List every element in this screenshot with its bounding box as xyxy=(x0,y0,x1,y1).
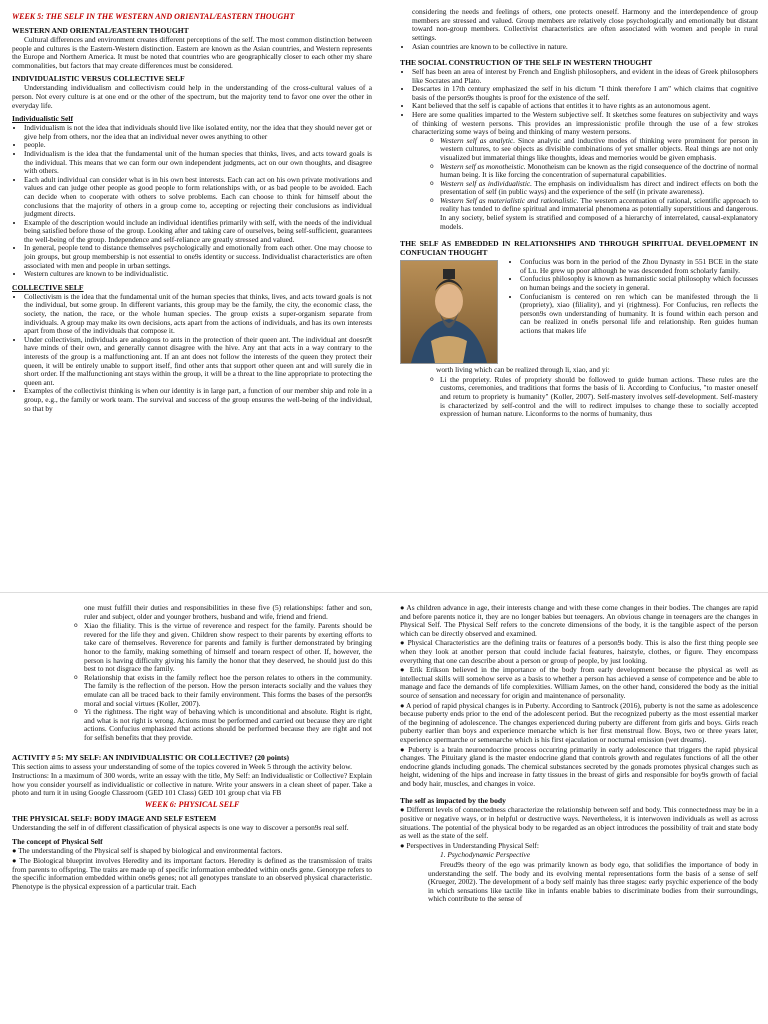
sublist-item: o Li the propriety. Rules of propriety should be followed to guide human actions. These rules are the customs, ceremonies, and traditions that forms the basis of li. According to Confucius, "to master oneself and return to propriety is humanity" (Koller, 2007). Self-mastery involves self-development. Self-mastery is characterized by self-control and the will to redirect impulses to change these to socially accepted expression of human nature. Liconforms to the norms of humanity, thus xyxy=(440,376,758,419)
bullet-icon: ● xyxy=(400,603,405,612)
list-item: • Asian countries are known to be collective in nature. xyxy=(412,43,758,52)
asian-list xyxy=(400,43,758,52)
term: Western self as individualistic. xyxy=(440,178,533,188)
concept-text: The Biological blueprint involves Heredity and its important factors. Heredity is defined as the transmission of traits from parents to offspring. The traits are made up of specific information embedded within one9s gene. Genotype refers to the specific information embedded within one9s genes; not all genotypes translate to an observed physical characteristic. Phenotype is the physical expression of a particular trait. Each xyxy=(12,856,372,891)
list-item: • Here are some qualities imparted to the Western subjective self. It sketches some features on subjectivity and ways of thinking of western persons. This provides an impressionistic profile through the use of a few strokes characterizing some ways of being and thinking of many western persons. xyxy=(412,111,758,137)
heading-confucian: THE SELF AS EMBEDDED IN RELATIONSHIPS AND THROUGH SPIRITUAL DEVELOPMENT IN CONFUCIAN THOUGHT xyxy=(400,239,758,258)
list-item: • Descartes in 17th century emphasized the self in his dictum "I think therefore I am" which claims that cognitive basis of the person9s thoughts is proof for the existence of the self. xyxy=(412,85,758,102)
list-item: • Example of the description would include an individual identifies primarily with self, with the needs of the individual being satisfied before those of the group. Looking after and taking care of ourselves, being self-sufficient, guarantees the well-being of the group. Independence and self-reliance are greatly stressed and valued. xyxy=(24,219,372,245)
para-impact-1 xyxy=(400,806,758,840)
li-sublist xyxy=(400,376,758,419)
heading-indiv-vs-coll: INDIVIDUALISTIC VERSUS COLLECTIVE SELF xyxy=(12,74,185,84)
para-indiv-vs-coll: Understanding individualism and collectivism could help in the understanding of the cross-cultural values of a person. Not every culture is at one end or the other of the spectrum, but the majority tend to favor one over the other in everyday life. xyxy=(12,83,372,110)
heading-individualistic-self: Individualistic Self xyxy=(12,114,73,124)
psychodynamic-heading: 1. Psychodynamic Perspective xyxy=(440,850,531,860)
para-text: A period of rapid physical changes is in Puberty. According to Santrock (2016), puberty is not the same as adolescence because puberty ends prior to the end of the adolescent period. But the recognized puberty as the most essential marker of the beginning of adolescence. The changes experienced during puberty are different from girls and boys. Girls reach puberty earlier than boys and experience menarche which is her first menstrual flow. Boys, two or three years later, experience spermarche or semenarche which is his first ejaculation or nocturnal emission (wet dreams). xyxy=(400,700,758,744)
social-list xyxy=(400,68,758,137)
heading-concept-physical-self: The concept of Physical Self xyxy=(12,837,103,847)
individualistic-list xyxy=(12,124,372,279)
collective-list xyxy=(12,293,372,413)
bullet-icon: ● xyxy=(400,805,405,815)
concept-text: The understanding of the Physical self is shaped by biological and environmental factors. xyxy=(18,846,283,856)
bullet-icon: ● xyxy=(400,744,406,754)
list-item: • Kant believed that the self is capable of actions that entitles it to have rights as an autonomous agent. xyxy=(412,102,758,111)
para-west-east: Cultural differences and environment creates different perceptions of the self. The most common distinction between people and cultures is the Eastern-Western distinction. Eastern are known as the Asian countries, and Western represents the Europe and Northern America. It must be noted that countries who are geographically closer to each other my share commonalities, but factors that may create differences must be considered. xyxy=(12,35,372,70)
western-self-sublist xyxy=(400,137,758,232)
heading-collective-self: COLLECTIVE SELF xyxy=(12,282,84,292)
activity-intro: This section aims to assess your understanding of some of the topics covered in Week 5 through the activity below. xyxy=(12,761,352,771)
term-text: Since analytic and inductive modes of thinking were prominent for person in western cultures, to see objects as divisible combinations of yet smaller objects. Real things are not only visualized but immaterial things like thoughts, ideas and memories would be given emphasis. xyxy=(440,135,758,162)
para-physical-1 xyxy=(400,604,758,638)
list-item: • Confucianism is centered on ren which can be manifested through the li (propriety), xiao (filiality), and yi (rightness). For Confucius, ren reflects the person9s own understanding of humanity. It is found within each person and can be realized in one9s personal life and relationship. Ren guides human actions that makes life xyxy=(520,293,758,336)
list-item: • In general, people tend to distance themselves psychologically and emotionally from each other. One may choose to join groups, but group membership is not essential to one9s identity or success. Individualist characteristics are often associated with men and people in urban settings. xyxy=(24,244,372,270)
para-psychodynamic: Freud9s theory of the ego was primarily known as body ego, that solidifies the importance of body in understanding the self. The body and its evolving mental representations form the basis of a sense of self (Krueger, 2002). The development of a body self mainly has three stages: early psychic experience of the body in which sensations like tactile like in infants enable babies to discriminate bodies from their surroundings, which contribute to the sense of xyxy=(428,860,758,904)
column-top-right xyxy=(400,8,758,419)
sublist-item: o Xiao the filiality. This is the virtue of reverence and respect for the family. Parents should be revered for the life they and given. Children show respect to their parents by exerting efforts to take care of themselves. Reverence for parents and family is further demonstrated by bringing honor to the family, making something of himself and toearn respect of other. If, however, the person is having difficulty giving his family the honor that they deserved, he should just do this best to not disgrace the family. xyxy=(84,622,372,674)
page-divider xyxy=(0,592,768,593)
para-physical-2 xyxy=(400,639,758,665)
para-impact-2 xyxy=(400,842,758,851)
term-text: The western accentuation of rational, scientific approach to reality has tended to define spiritual and immaterial phenomena as potentially superstitious and dangerous. In any society, belief system is stratified and composed of a hierarchy of interrelated, causal-explanatory models. xyxy=(440,195,758,231)
column-bottom-right xyxy=(400,604,758,905)
week5-title: WEEK 5: THE SELF IN THE WESTERN AND ORIENTAL/EASTERN THOUGHT xyxy=(12,12,295,21)
list-item: • people. xyxy=(24,141,372,150)
sublist-item: o Yi the rightness. The right way of behaving which is unconditional and absolute. Right is right, and what is not right is wrong. Actions must be performed and carried out because they are right actions. Confucius emphasized that actions should be performed because they are right and not for selfish benefits that they provide. xyxy=(84,708,372,742)
list-item: • Each adult individual can consider what is in his own best interests. Each can act on his own private motivations and values and can judge other people as good people to form relationships with, or as bad people to be avoided. Each can decide when to cooperate with others to solve problems. Each can choose to think for himself about the conclusions that the majority of others in a group come to, accepting or rejecting their conclusions as individual judgment directs. xyxy=(24,176,372,219)
heading-social-construction: THE SOCIAL CONSTRUCTION OF THE SELF IN WESTERN THOUGHT xyxy=(400,57,653,67)
bullet-icon: ● xyxy=(12,846,17,856)
activity-title: ACTIVITY # 5: MY SELF: AN INDIVIDUALISTIC OR COLLECTIVE? (20 points) xyxy=(12,752,290,762)
list-item: • Under collectivism, individuals are analogous to ants in the protection of their queen ant. The individual ant doesn9t have minds of their own, and generally cannot disagree with the hive. Any ant that acts in a way contrary to the interests of the group is a malfunctioning ant. If an ant does not follow the interests of the queen they protect their queen, it will be entirely unable to support itself, find other ants that support other queen ant and will surely die in short order. If the malfunctioning ant stays within the group, it will be a threat to the line appropriate to protecting the queen ant. xyxy=(24,336,372,388)
sublist-item xyxy=(440,163,758,180)
para-physical-5 xyxy=(400,746,758,789)
term: Western Self as materialistic and rationalistic. xyxy=(440,195,579,205)
heading-west-east: WESTERN AND ORIENTAL/EASTERN THOUGHT xyxy=(12,26,189,35)
heading-physical-self: THE PHYSICAL SELF: BODY IMAGE AND SELF ESTEEM xyxy=(12,813,217,823)
week6-title: WEEK 6: PHYSICAL SELF xyxy=(144,799,240,809)
column-bottom-left xyxy=(12,604,372,892)
sublist-item: o Relationship that exists in the family reflect hoe the person relates to others in the community. The family is the reflection of the person. How the person interacts socially and the values they emulate can all be traced back to their family environment. This forms the bases of the person9s moral and social virtues (Koller, 2007). xyxy=(84,674,372,708)
column-top-left xyxy=(12,12,372,413)
term-text: The emphasis on individualism has direct and indirect effects on both the presentation of self (in public ways) and the experience of the self (in private awareness). xyxy=(440,178,758,197)
list-item: • Individualism is not the idea that individuals should live like isolated entity, nor the idea that they should never get or give help from others, nor the idea that an individual never owes anything to other xyxy=(24,124,372,141)
bullet-icon: ● xyxy=(400,665,407,675)
list-item: • Examples of the collectivist thinking is when our identity is in large part, a function of our member ship and role in a group, e.g., the family or work team. The survival and success of the group ensures the well-being of the individual, so that by xyxy=(24,387,372,413)
term: Western self as monotheistic. xyxy=(440,161,526,171)
para-concept-2 xyxy=(12,857,372,891)
para-text: Perspectives in Understanding Physical Self: xyxy=(406,840,539,850)
sublist-item xyxy=(440,197,758,231)
para-text: Physical Characteristics are the defining traits or features of a person9s body. This is also the first thing people see when they look at another person that could include facial features, hairstyle, clothes, or figure. They encompass everything that one can describe about a person or group of people, by just looking. xyxy=(400,638,758,665)
list-item: • Self has been an area of interest by French and English philosophers, and evident in the ideas of Greek philosophers like Socrates and Plato. xyxy=(412,68,758,85)
para-physical-3 xyxy=(400,666,758,700)
para-text: Puberty is a brain neuroendocrine process occurring primarily in early adolescence that triggers the rapid physical changes. The Pituitary gland is the master endocrine gland that controls growth and regulates functions of all the other endocrine glands including gonads. The chemical substances secreted by the gonads promotes physical changes such as height, widening of the hips and increase in fatty tissues in the breast of girls and responsible for boy9s growth of facial and body hair, muscles, and changes in voice. xyxy=(400,744,758,788)
para-worth-living: worth living which can be realized through li, xiao, and yi: xyxy=(436,365,610,375)
list-item: • Confucius philosophy is known as humanistic social philosophy which focusses on human beings and the society in general. xyxy=(520,275,758,292)
para-concept-1 xyxy=(12,847,372,856)
para-physical-intro: Understanding the self in of different classification of physical aspects is one way to discover a person9s real self. xyxy=(12,822,349,832)
term-text: Monotheism can be known as the rigid consequence of the doctrine of normal human being. It is like forcing the concentration of supernatural capabilities. xyxy=(440,161,758,180)
list-item: • Western cultures are known to be individualistic. xyxy=(24,270,372,279)
bullet-icon: ● xyxy=(12,856,17,866)
confucian-block xyxy=(400,258,758,366)
para-physical-4 xyxy=(400,702,758,745)
bullet-icon: ● xyxy=(400,700,405,710)
para-text: Different levels of connectedness characterize the relationship between self and body. This connectedness may be in a positive or negative ways, or in helpful or destructive ways. Nevertheless, it is interwoven individuals as well as across situations. The potential of the physical body to be regarded as an object introduces the possibility of trait and state body as well as the state of the self. xyxy=(400,805,758,841)
activity-instructions: Instructions: In a maximum of 300 words, write an essay with the title, My Self: an Individualistic or Collective? Explain how you consider yourself as individualistic or collective in nature. Write your answers in a clean sheet of paper. Take a photo and turn it in using Google Classroom (GED 101 Class) GED 101 group chat via FB xyxy=(12,771,372,798)
sublist-item xyxy=(440,180,758,197)
para-collective-continued: considering the needs and feelings of others, one protects oneself. Harmony and the interdependence of group members are stressed and valued. Group members are relatively close psychologically and emotionally but distant toward non-group members. Collectivist characteristics are often associated with women and people in rural settings. xyxy=(412,7,758,42)
heading-self-impacted-body: The self as impacted by the body xyxy=(400,796,506,806)
list-item: • Individualism is the idea that the fundamental unit of the human species that thinks, lives, and acts toward goals is the individual. This means that we can form our own independent judgments, act on our own thoughts, and disagree with others. xyxy=(24,150,372,176)
term: Western self as analytic. xyxy=(440,135,516,145)
para-text: As children advance in age, their interests change and with these come changes in their bodies. The changes are rapid and before parents notice it, they are no longer babies but teenagers. An obvious change in teenagers are the changes in Physical Self. The Physical Self refers to the concrete dimensions of the body, it is the tangible aspect of the person which can be directly observed and examined. xyxy=(400,603,758,638)
xiao-yi-sublist xyxy=(12,622,372,742)
confucius-portrait xyxy=(400,260,498,364)
bullet-icon: ● xyxy=(400,638,406,648)
list-item: • Collectivism is the idea that the fundamental unit of the human species that thinks, lives, and acts toward goals is not the individual, but some group. In different variants, this group may be the family, the city, the economic class, the society, the nation, the race, or the whole human species. The group exists a super-organism separate from individuals. A group may make its own decisions, acts apart from the actions of individuals, and has its own interests apart from those of the individuals that compose it. xyxy=(24,293,372,336)
para-text: Erik Erikson believed in the importance of the body from early development because the physical as well as intellectual skills will somehow serve as a basis to whether a person has achieved a sense of competence and be able to manage and face the demands of life complexities. William James, on the other hand, considered the body as the initial source of sensation and necessary for origin and maintenance of personality. xyxy=(400,665,758,700)
para-five-relationships: one must fulfill their duties and responsibilities in these five (5) relationships: father and son, ruler and subject, older and younger brothers, husband and wife, friend and friend. xyxy=(84,603,372,621)
sublist-item xyxy=(440,137,758,163)
bullet-icon: ● xyxy=(400,840,405,850)
list-item: • Confucius was born in the period of the Zhou Dynasty in 551 BCE in the state of Lu. He grew up poor although he was descended from scholarly family. xyxy=(520,258,758,275)
